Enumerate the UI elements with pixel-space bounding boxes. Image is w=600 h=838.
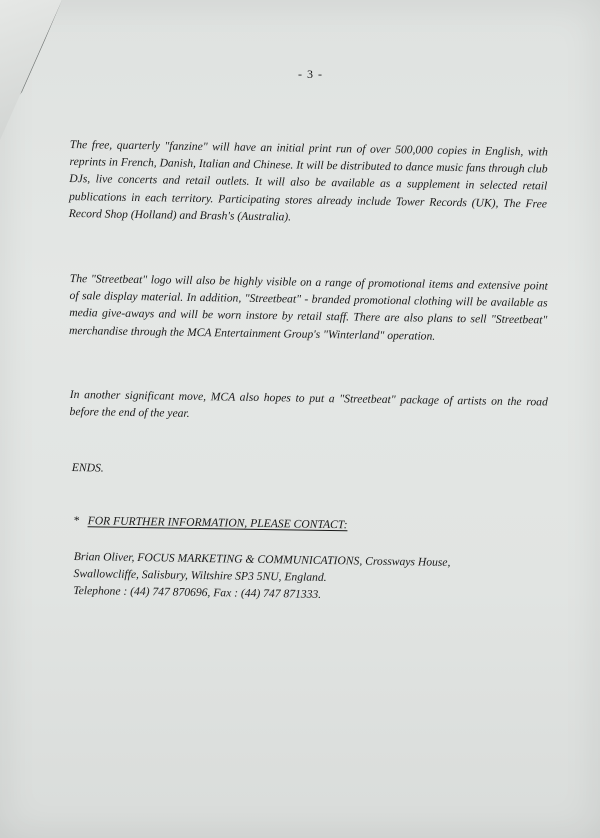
ends-marker: ENDS. (71, 460, 104, 475)
contact-details (73, 548, 514, 607)
paragraph-fanzine: The free, quarterly "fanzine" will have an initial print run of over 500,000 copies in English, with reprints in French, Danish, Italian and Chinese. It will be distributed to dance music fans through club DJs, live concerts and retail outlets. It will also be available as a supplement in selected retail publications in each territory. Participating stores already include Tower Records (UK), The Free Record Shop (Holland) and Brash's (Australia). (68, 137, 548, 224)
contact-line-name: Brian Oliver, FOCUS MARKETING & COMMUNICATIONS, Crossways House, (73, 549, 451, 569)
contact-line-address: Swallowcliffe, Salisbury, Wiltshire SP3 5NU, England. (73, 567, 327, 585)
contact-heading (74, 512, 348, 533)
contact-line-phone-fax: Telephone : (44) 747 870696, Fax : (44) 747 871333. (73, 584, 322, 602)
bullet-asterisk: * (73, 513, 80, 528)
paragraph-tour-package: In another significant move, MCA also hopes to put a "Streetbeat" package of artists on the road before the end of the year. (69, 387, 548, 421)
page-number: - 3 - (298, 67, 323, 81)
contact-heading-text: FOR FURTHER INFORMATION, PLEASE CONTACT: (87, 514, 348, 532)
paragraph-logo-merchandise: The "Streetbeat" logo will also be highly visible on a range of promotional items and extensive point of sale display material. In addition, "Streetbeat" - branded promotional clothing will be available as media give-aways and will be worn instore by retail staff. There are also plans to sell "Streetbeat" merchandise through the MCA Entertainment Group's "Winterland" operation. (68, 271, 548, 343)
